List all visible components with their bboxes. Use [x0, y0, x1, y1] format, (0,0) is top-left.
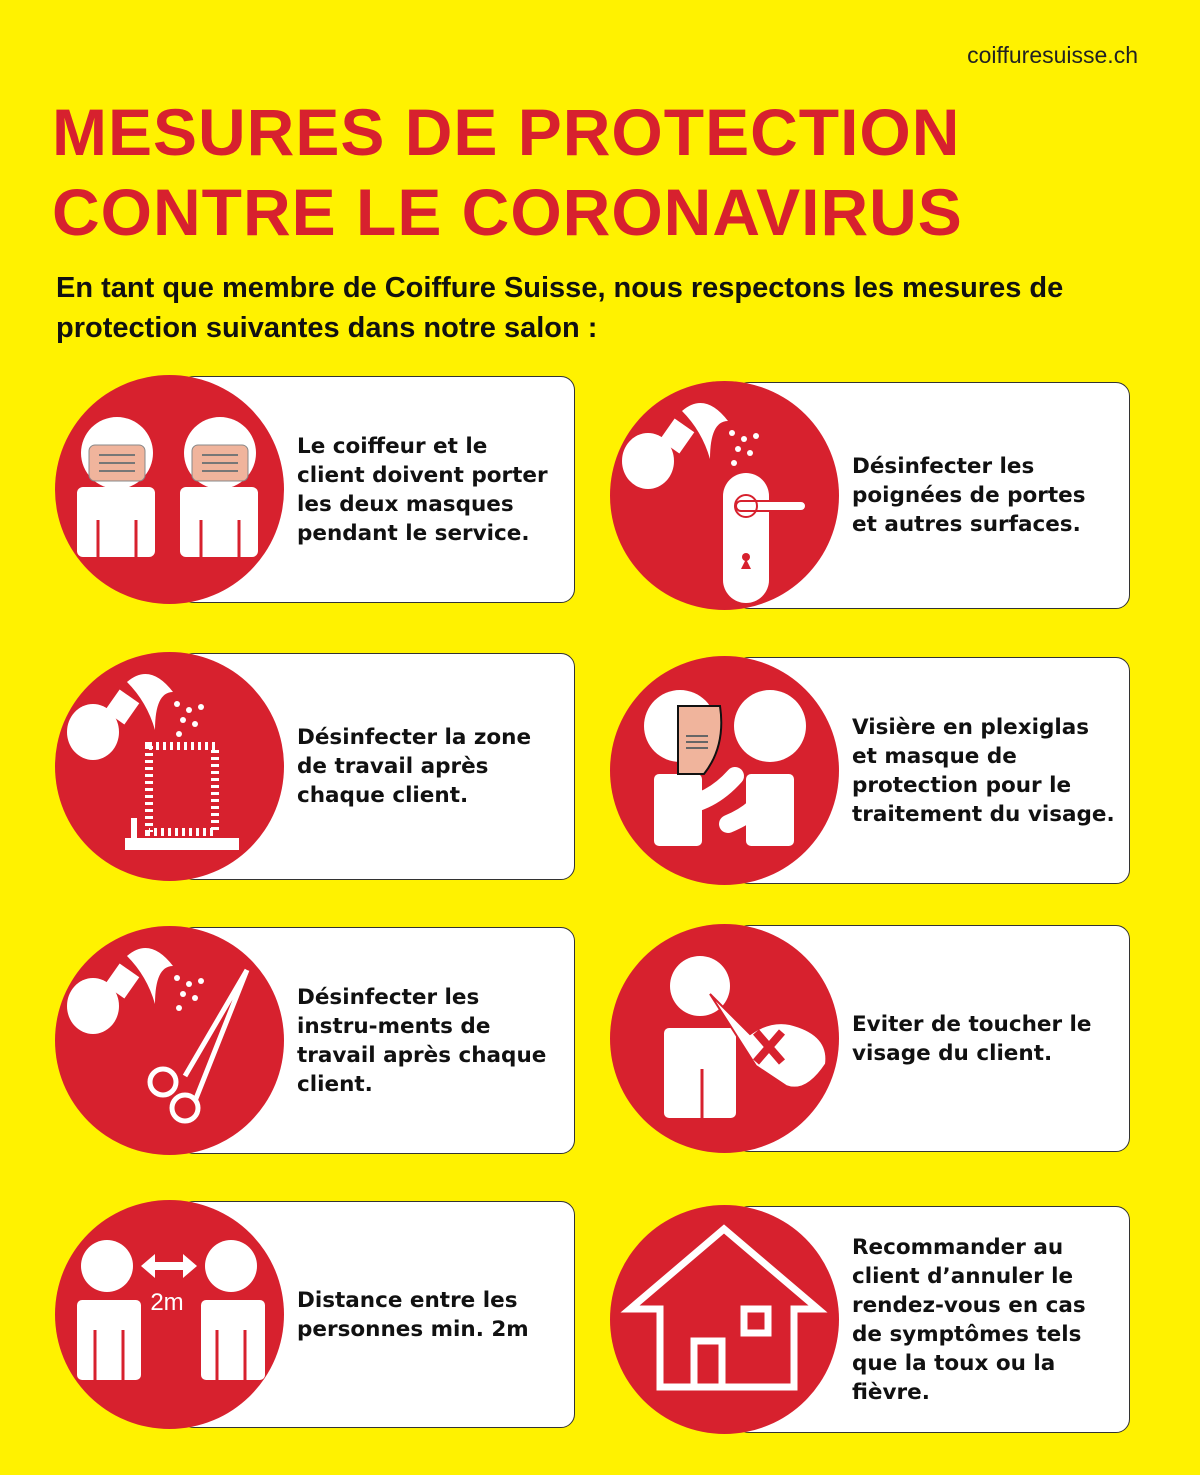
disinfect-workstation-icon — [55, 652, 284, 881]
measure-text: Distance entre les personnes min. 2m — [297, 1287, 529, 1342]
intro-text: En tant que membre de Coiffure Suisse, nous respectons les mesures de protection suivantes dans notre salon : — [56, 272, 1064, 344]
no-face-touch-icon — [610, 924, 839, 1153]
measure-text: Le coiffeur et le client doivent porter les deux masques pendant le service. — [297, 433, 548, 546]
measure-card-stay-home — [610, 1206, 1130, 1433]
website-url: coiffuresuisse.ch — [967, 42, 1138, 68]
face-shield-icon — [610, 656, 839, 885]
stay-home-icon — [610, 1205, 839, 1434]
disinfect-door-handle-icon — [610, 381, 839, 610]
measure-text: Visière en plexiglas et masque de protection pour le traitement du visage. — [852, 714, 1115, 827]
page-title — [52, 92, 963, 252]
measure-card-masks — [55, 376, 575, 603]
measure-text: Eviter de toucher le visage du client. — [852, 1011, 1092, 1066]
measure-card-face-shield — [610, 657, 1130, 884]
measure-card-door-handles — [610, 382, 1130, 609]
measure-card-no-face-touch — [610, 925, 1130, 1152]
disinfect-scissors-icon — [55, 926, 284, 1155]
title-line-1: MESURES DE PROTECTION — [52, 95, 961, 169]
title-line-2: CONTRE LE CORONAVIRUS — [52, 175, 963, 249]
distance-icon — [55, 1200, 284, 1429]
measure-text: Désinfecter les instru-ments de travail après chaque client. — [297, 984, 547, 1097]
measure-card-instruments — [55, 927, 575, 1154]
distance-label: 2m — [150, 1289, 184, 1316]
masked-people-icon — [55, 375, 284, 604]
measure-text: Désinfecter la zone de travail après chaque client. — [297, 725, 532, 808]
measure-card-distance — [55, 1201, 575, 1428]
measure-card-workstation — [55, 653, 575, 880]
measure-text: Recommander au client d’annuler le rendez-vous en cas de symptômes tels que la toux ou la fièvre. — [852, 1234, 1086, 1405]
measure-text: Désinfecter les poignées de portes et autres surfaces. — [852, 454, 1086, 537]
